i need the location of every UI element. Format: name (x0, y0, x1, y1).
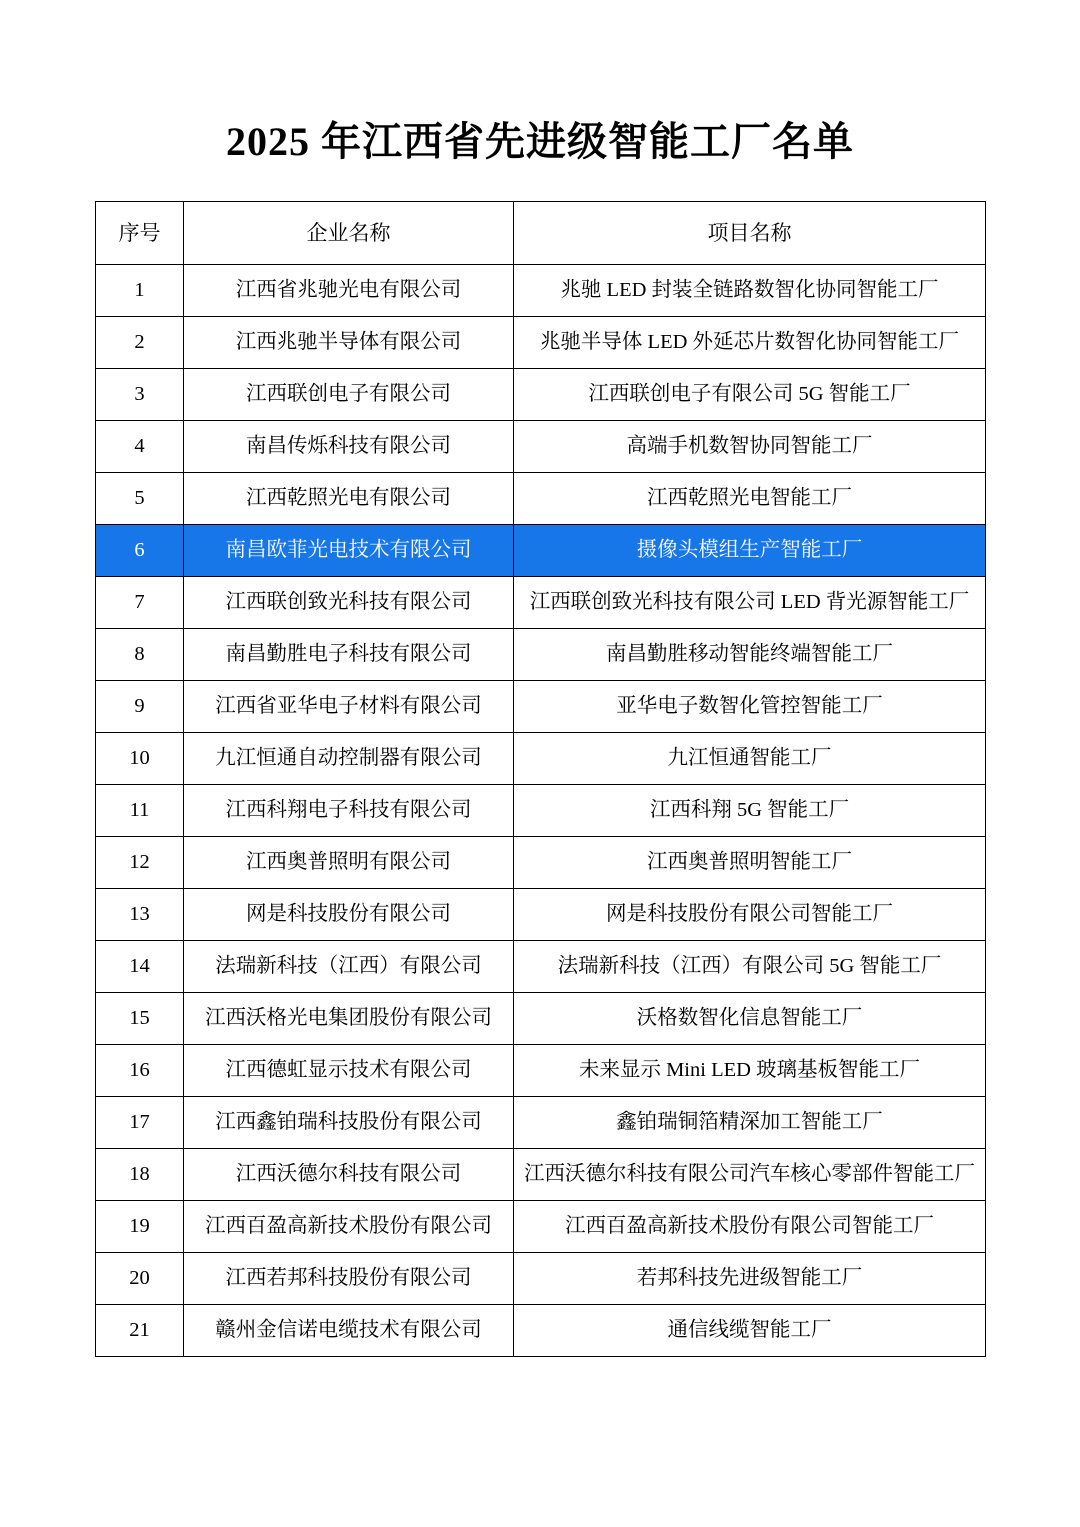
table-row (96, 369, 986, 421)
cell-index: 14 (96, 941, 184, 993)
cell-company: 江西科翔电子科技有限公司 (184, 785, 514, 837)
cell-company: 江西省亚华电子材料有限公司 (184, 681, 514, 733)
cell-project: 法瑞新科技（江西）有限公司 5G 智能工厂 (514, 941, 986, 993)
cell-project: 江西科翔 5G 智能工厂 (514, 785, 986, 837)
cell-company: 南昌勤胜电子科技有限公司 (184, 629, 514, 681)
table-row (96, 1045, 986, 1097)
cell-project: 摄像头模组生产智能工厂 (514, 525, 986, 577)
cell-company: 赣州金信诺电缆技术有限公司 (184, 1305, 514, 1357)
cell-project: 若邦科技先进级智能工厂 (514, 1253, 986, 1305)
cell-index: 20 (96, 1253, 184, 1305)
table-row (96, 1253, 986, 1305)
table-row (96, 681, 986, 733)
cell-company: 南昌欧菲光电技术有限公司 (184, 525, 514, 577)
cell-company: 九江恒通自动控制器有限公司 (184, 733, 514, 785)
cell-project: 江西百盈高新技术股份有限公司智能工厂 (514, 1201, 986, 1253)
table-row (96, 265, 986, 317)
cell-company: 网是科技股份有限公司 (184, 889, 514, 941)
cell-index: 9 (96, 681, 184, 733)
cell-company: 江西百盈高新技术股份有限公司 (184, 1201, 514, 1253)
cell-project: 通信线缆智能工厂 (514, 1305, 986, 1357)
table-row (96, 993, 986, 1045)
cell-project: 兆驰 LED 封装全链路数智化协同智能工厂 (514, 265, 986, 317)
cell-index: 2 (96, 317, 184, 369)
cell-company: 江西乾照光电有限公司 (184, 473, 514, 525)
table-row (96, 837, 986, 889)
cell-project: 高端手机数智协同智能工厂 (514, 421, 986, 473)
table-body (96, 265, 986, 1357)
table-row (96, 785, 986, 837)
table-header-row (96, 202, 986, 265)
table-row (96, 1305, 986, 1357)
column-header-index: 序号 (96, 202, 184, 265)
column-header-project: 项目名称 (514, 202, 986, 265)
cell-company: 江西若邦科技股份有限公司 (184, 1253, 514, 1305)
cell-index: 5 (96, 473, 184, 525)
cell-project: 九江恒通智能工厂 (514, 733, 986, 785)
cell-company: 江西联创电子有限公司 (184, 369, 514, 421)
table-row (96, 525, 986, 577)
smart-factory-list-table (95, 201, 986, 1357)
table-row (96, 1097, 986, 1149)
column-header-company: 企业名称 (184, 202, 514, 265)
cell-company: 江西鑫铂瑞科技股份有限公司 (184, 1097, 514, 1149)
cell-index: 4 (96, 421, 184, 473)
cell-index: 13 (96, 889, 184, 941)
cell-index: 18 (96, 1149, 184, 1201)
cell-company: 南昌传烁科技有限公司 (184, 421, 514, 473)
table-row (96, 889, 986, 941)
table-row (96, 733, 986, 785)
cell-company: 江西沃德尔科技有限公司 (184, 1149, 514, 1201)
cell-company: 江西兆驰半导体有限公司 (184, 317, 514, 369)
table-row (96, 317, 986, 369)
table-row (96, 577, 986, 629)
cell-project: 江西沃德尔科技有限公司汽车核心零部件智能工厂 (514, 1149, 986, 1201)
cell-project: 未来显示 Mini LED 玻璃基板智能工厂 (514, 1045, 986, 1097)
cell-index: 7 (96, 577, 184, 629)
cell-company: 江西联创致光科技有限公司 (184, 577, 514, 629)
cell-company: 法瑞新科技（江西）有限公司 (184, 941, 514, 993)
page-title: 2025 年江西省先进级智能工厂名单 (226, 119, 854, 164)
table-row (96, 473, 986, 525)
table-row (96, 421, 986, 473)
cell-company: 江西德虹显示技术有限公司 (184, 1045, 514, 1097)
table-header (96, 202, 986, 265)
cell-company: 江西省兆驰光电有限公司 (184, 265, 514, 317)
cell-project: 兆驰半导体 LED 外延芯片数智化协同智能工厂 (514, 317, 986, 369)
cell-project: 江西乾照光电智能工厂 (514, 473, 986, 525)
cell-project: 沃格数智化信息智能工厂 (514, 993, 986, 1045)
cell-index: 16 (96, 1045, 184, 1097)
cell-company: 江西奥普照明有限公司 (184, 837, 514, 889)
cell-company: 江西沃格光电集团股份有限公司 (184, 993, 514, 1045)
cell-project: 江西联创致光科技有限公司 LED 背光源智能工厂 (514, 577, 986, 629)
cell-index: 8 (96, 629, 184, 681)
cell-index: 11 (96, 785, 184, 837)
cell-project: 江西奥普照明智能工厂 (514, 837, 986, 889)
table-row (96, 1149, 986, 1201)
cell-project: 南昌勤胜移动智能终端智能工厂 (514, 629, 986, 681)
cell-index: 1 (96, 265, 184, 317)
cell-index: 3 (96, 369, 184, 421)
cell-index: 21 (96, 1305, 184, 1357)
table-row (96, 629, 986, 681)
cell-index: 15 (96, 993, 184, 1045)
cell-project: 亚华电子数智化管控智能工厂 (514, 681, 986, 733)
cell-project: 江西联创电子有限公司 5G 智能工厂 (514, 369, 986, 421)
cell-index: 6 (96, 525, 184, 577)
cell-project: 鑫铂瑞铜箔精深加工智能工厂 (514, 1097, 986, 1149)
cell-index: 12 (96, 837, 184, 889)
table-row (96, 1201, 986, 1253)
cell-index: 10 (96, 733, 184, 785)
table-row (96, 941, 986, 993)
cell-index: 17 (96, 1097, 184, 1149)
cell-project: 网是科技股份有限公司智能工厂 (514, 889, 986, 941)
cell-index: 19 (96, 1201, 184, 1253)
